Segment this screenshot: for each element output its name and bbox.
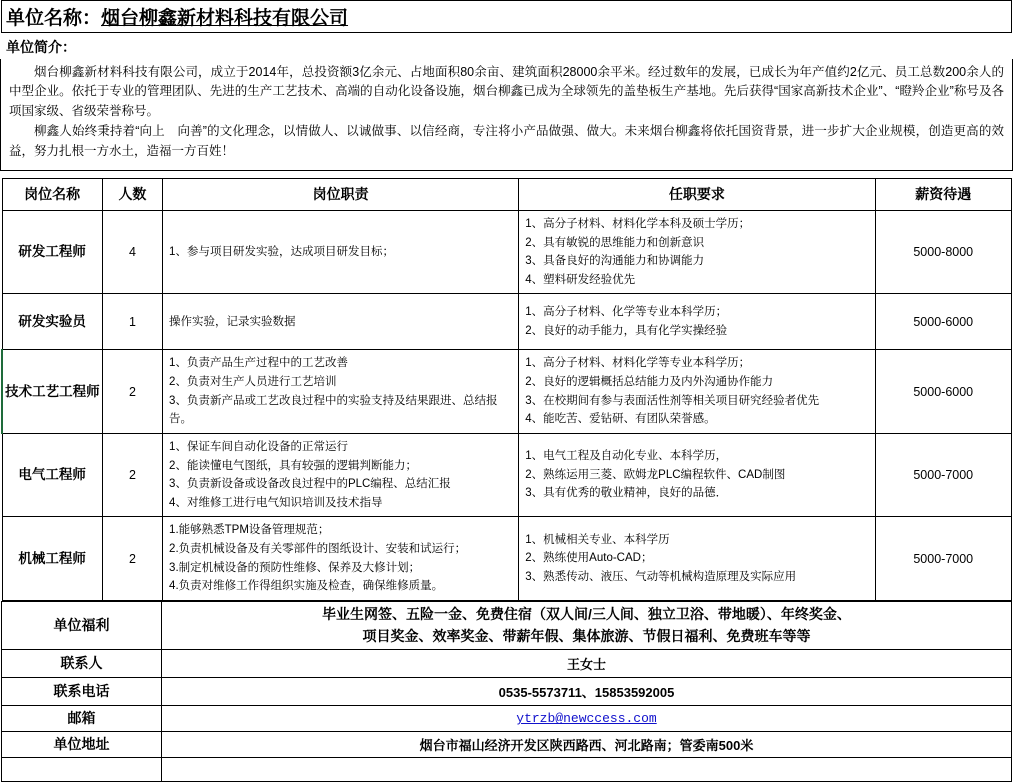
intro-box: [0, 59, 1013, 171]
welfare-label: 单位福利: [2, 601, 162, 649]
requirement-line: 1、高分子材料、材料化学本科及硕士学历；: [525, 217, 751, 230]
address-label: 单位地址: [2, 731, 162, 757]
welfare-line: 毕业生网签、五险一金、免费住宿（双人间/三人间、独立卫浴、带地暖）、年终奖金、: [322, 605, 851, 622]
jobs-table: [1, 178, 1012, 601]
job-count: 2: [102, 350, 162, 434]
job-duties: [163, 210, 519, 294]
duty-line: 2、负责对生产人员进行工艺培训: [169, 376, 337, 388]
job-requirements: [519, 433, 875, 517]
duty-line: 3、负责新设备或设备改良过程中的PLC编程、总结汇报: [169, 478, 451, 491]
job-count: 2: [102, 433, 162, 517]
job-salary: 5000-7000: [875, 517, 1011, 601]
duty-line: 3、负责新产品或工艺改良过程中的实验支持及结果跟进、总结报告。: [169, 394, 498, 426]
job-requirements: [519, 350, 875, 434]
footer-table: [1, 601, 1012, 782]
title-table: [1, 0, 1012, 33]
duty-line: 1、负责产品生产过程中的工艺改善: [169, 357, 348, 370]
empty-cell-right: [162, 757, 1012, 781]
job-count: 1: [102, 294, 162, 350]
table-row: [2, 433, 1012, 517]
column-header-count: 人数: [102, 178, 162, 210]
duty-line: 2、能读懂电气图纸，具有较强的逻辑判断能力；: [169, 459, 417, 472]
table-row: [2, 210, 1012, 294]
requirement-line: 3、具备良好的沟通能力和协调能力: [525, 255, 705, 268]
table-row: [2, 294, 1012, 350]
column-header-requirements: 任职要求: [519, 178, 875, 210]
job-salary: 5000-7000: [875, 433, 1011, 517]
job-name: 电气工程师: [2, 433, 102, 517]
jobs-table-header-row: [2, 178, 1012, 210]
mail-label: 邮箱: [2, 705, 162, 731]
intro-paragraph: 柳鑫人始终秉持着“向上 向善”的文化理念，以情做人、以诚做事、以信经商，专注将小产品做强、做大。未来烟台柳鑫将依托国资背景，进一步扩大企业规模，创造更高的效益，努力扎根一方水土，造福一方百姓！: [9, 124, 1004, 158]
job-salary: 5000-8000: [875, 210, 1011, 294]
requirement-line: 3、熟悉传动、液压、气动等机械构造原理及实际应用: [525, 570, 797, 583]
mail-row: [2, 705, 1012, 731]
duty-line: 4、对维修工进行电气知识培训及技术指导: [169, 496, 383, 509]
requirement-line: 1、高分子材料、化学等专业本科学历；: [525, 306, 728, 319]
requirement-line: 2、良好的逻辑概括总结能力及内外沟通协作能力: [525, 376, 774, 388]
column-header-duties: 岗位职责: [163, 178, 519, 210]
duty-line: 4.负责对维修工作得组织实施及检查，确保维修质量。: [169, 580, 444, 593]
requirement-line: 2、良好的动手能力，具有化学实操经验: [525, 324, 728, 337]
job-count: 2: [102, 517, 162, 601]
job-salary: 5000-6000: [875, 350, 1011, 434]
empty-cell-left: [2, 757, 162, 781]
requirement-line: 2、熟练使用Auto-CAD；: [525, 552, 653, 565]
duty-line: 操作实验，记录实验数据: [169, 315, 296, 328]
job-name: 技术工艺工程师: [2, 350, 102, 434]
requirement-line: 1、电气工程及自动化专业、本科学历，: [525, 450, 728, 463]
page-title: [2, 1, 1012, 33]
job-duties: [163, 517, 519, 601]
phone-value: 0535-5573711、15853592005: [162, 677, 1012, 705]
contact-value: 王女士: [162, 649, 1012, 677]
phone-label: 联系电话: [2, 677, 162, 705]
email-link[interactable]: ytrzb@newccess.com: [516, 711, 657, 727]
job-duties: [163, 350, 519, 434]
requirement-line: 3、具有优秀的敬业精神，良好的品德．: [525, 487, 728, 500]
intro-paragraph: 烟台柳鑫新材料科技有限公司，成立于2014年，总投资额3亿余元、占地面积80余亩、建筑面积28000余平米。经过数年的发展，已成长为年产值约2亿元、员工总数200余人的中型企业。依托于专业的管理团队、先进的生产工艺技术、高端的自动化设备设施，烟台柳鑫已成为全球领先的盖垫板生产基地。先后获得“国家高新技术企业”、“瞪羚企业”称号及各项国家级、省级荣誉称号。: [9, 65, 1004, 118]
job-requirements: [519, 294, 875, 350]
intro-section: [0, 33, 1013, 171]
table-row: [2, 350, 1012, 434]
job-name: 研发实验员: [2, 294, 102, 350]
mail-value-cell: [162, 705, 1012, 731]
requirement-line: 4、能吃苦、爱钻研、有团队荣誉感。: [525, 413, 716, 426]
intro-label: 单位简介：: [6, 39, 76, 55]
empty-row: [2, 757, 1012, 781]
duty-line: 1、参与项目研发实验，达成项目研发目标；: [169, 245, 394, 258]
contact-label: 联系人: [2, 649, 162, 677]
duty-line: 1.能够熟悉TPM设备管理规范；: [169, 524, 330, 537]
welfare-line: 项目奖金、效率奖金、带薪年假、集体旅游、节假日福利、免费班车等等: [362, 628, 811, 645]
job-salary: 5000-6000: [875, 294, 1011, 350]
job-duties: [163, 294, 519, 350]
address-row: [2, 731, 1012, 757]
job-count: 4: [102, 210, 162, 294]
job-duties: [163, 433, 519, 517]
duty-line: 1、保证车间自动化设备的正常运行: [169, 440, 348, 453]
duty-line: 2.负责机械设备及有关零部件的图纸设计、安装和试运行；: [169, 543, 467, 555]
requirement-line: 3、在校期间有参与表面活性剂等相关项目研究经验者优先: [525, 394, 820, 407]
column-header-salary: 薪资待遇: [875, 178, 1011, 210]
company-name: 烟台柳鑫新材料科技有限公司: [101, 8, 349, 29]
unit-name-label: 单位名称：: [6, 8, 102, 29]
phone-row: [2, 677, 1012, 705]
table-row: [2, 517, 1012, 601]
job-requirements: [519, 210, 875, 294]
requirement-line: 4、塑料研发经验优先: [525, 273, 636, 286]
welfare-row: [2, 601, 1012, 649]
requirement-line: 1、高分子材料、材料化学等专业本科学历；: [525, 357, 751, 370]
welfare-value: [162, 601, 1012, 649]
job-name: 机械工程师: [2, 517, 102, 601]
requirement-line: 2、熟练运用三菱、欧姆龙PLC编程软件、CAD制图: [525, 468, 786, 481]
address-value: 烟台市福山经济开发区陕西路西、河北路南；管委南500米: [162, 731, 1012, 757]
job-requirements: [519, 517, 875, 601]
contact-row: [2, 649, 1012, 677]
job-name: 研发工程师: [2, 210, 102, 294]
requirement-line: 2、具有敏锐的思维能力和创新意识: [525, 236, 705, 249]
duty-line: 3.制定机械设备的预防性维修、保养及大修计划；: [169, 561, 421, 574]
requirement-line: 1、机械相关专业、本科学历: [525, 533, 670, 546]
column-header-position: 岗位名称: [2, 178, 102, 210]
